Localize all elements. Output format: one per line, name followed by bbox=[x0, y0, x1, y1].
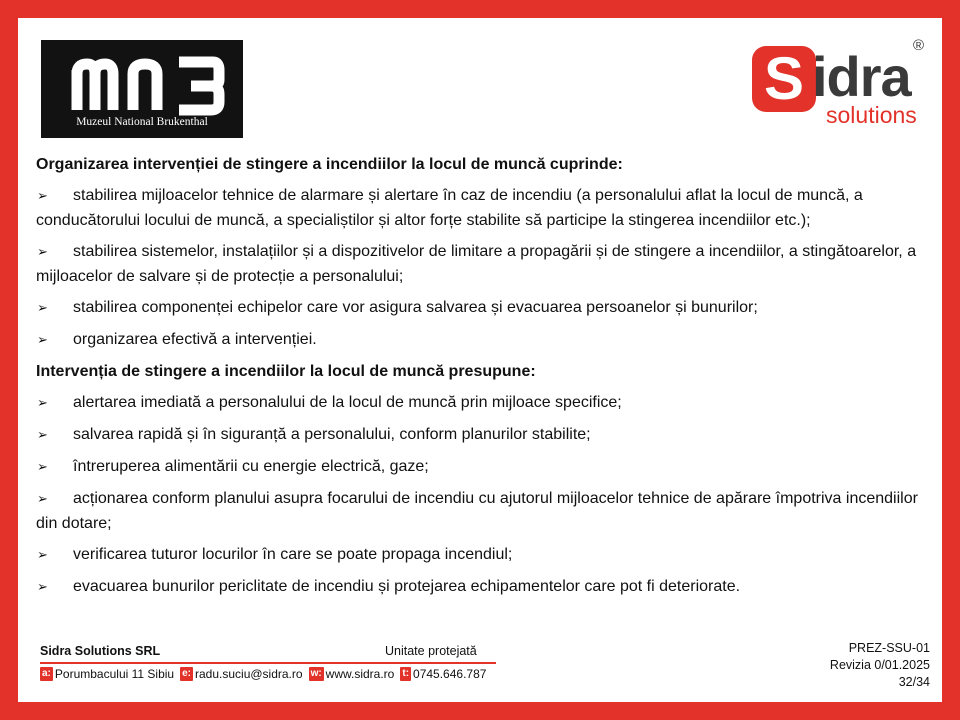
page-number: 32/34 bbox=[898, 675, 930, 689]
arrow-bullet-icon: ➢ bbox=[37, 333, 48, 348]
list-item bbox=[36, 391, 936, 416]
arrow-bullet-icon: ➢ bbox=[37, 460, 48, 475]
list-item-text: întreruperea alimentării cu energie electrică, gaze; bbox=[73, 458, 429, 475]
doc-revision: Revizia 0/01.2025 bbox=[829, 658, 930, 672]
list-item bbox=[36, 184, 936, 233]
arrow-bullet-icon: ➢ bbox=[37, 245, 48, 260]
list-item-text: evacuarea bunurilor periclitate de incendiu și protejarea echipamentelor care pot fi deteriorate. bbox=[73, 578, 741, 595]
footer-contacts bbox=[40, 667, 510, 681]
address-text: Porumbacului 11 Sibiu bbox=[54, 667, 175, 681]
email-icon: e: bbox=[182, 668, 191, 679]
sidra-subtitle: solutions bbox=[826, 102, 917, 128]
arrow-bullet-icon: ➢ bbox=[37, 301, 48, 316]
list-item bbox=[36, 487, 936, 536]
footer-doc-info bbox=[830, 640, 930, 691]
sidra-logo bbox=[748, 38, 948, 150]
phone-text: 0745.646.787 bbox=[413, 667, 487, 681]
list-item-text: stabilirea sistemelor, instalațiilor și a dispozitivelor de limitare a propagării și de stingere a incendiilor, a stingătoarelor, a mijloacelor de salvare și de protecție a personalului; bbox=[36, 243, 917, 285]
doc-code: PREZ-SSU-01 bbox=[848, 641, 930, 655]
contact-address bbox=[40, 667, 174, 681]
list-item-text: acționarea conform planului asupra focarului de incendiu cu ajutorul mijloacelor tehnice de apărare împotriva incendiilor din dotare; bbox=[36, 490, 918, 532]
sidra-letter: S bbox=[763, 45, 805, 112]
mnb-caption: Muzeul National Brukenthal bbox=[76, 116, 208, 128]
website-text: www.sidra.ro bbox=[325, 667, 395, 681]
list-item bbox=[36, 455, 936, 480]
arrow-bullet-icon: ➢ bbox=[37, 189, 48, 204]
mnb-logo bbox=[41, 40, 243, 138]
slide-content bbox=[36, 153, 936, 607]
arrow-bullet-icon: ➢ bbox=[37, 428, 48, 443]
contact-email bbox=[180, 667, 302, 681]
list-item-text: stabilirea componenței echipelor care vor asigura salvarea și evacuarea persoanelor și bunurilor; bbox=[73, 299, 758, 316]
list-item-text: alertarea imediată a personalului de la locul de muncă prin mijloace specifice; bbox=[73, 394, 622, 411]
footer-company: Sidra Solutions SRL bbox=[40, 644, 161, 658]
address-icon: a: bbox=[42, 668, 51, 679]
section-heading: Organizarea intervenției de stingere a incendiilor la locul de muncă cuprinde: bbox=[36, 156, 623, 173]
registered-icon: ® bbox=[913, 37, 925, 54]
list-item-text: verificarea tuturor locurilor în care se poate propaga incendiul; bbox=[73, 546, 513, 563]
list-item-text: organizarea efectivă a intervenției. bbox=[73, 331, 317, 348]
arrow-bullet-icon: ➢ bbox=[37, 396, 48, 411]
contact-website bbox=[309, 667, 395, 681]
footer-unit: Unitate protejată bbox=[385, 644, 477, 658]
arrow-bullet-icon: ➢ bbox=[37, 492, 48, 507]
website-icon: w: bbox=[310, 668, 322, 679]
phone-icon: t: bbox=[402, 668, 410, 679]
list-item bbox=[36, 575, 936, 600]
sidra-wordmark: idra bbox=[812, 45, 911, 108]
list-item-text: stabilirea mijloacelor tehnice de alarmare și alertare în caz de incendiu (a personalului aflat la locul de muncă, a conducătorului locului de muncă, a specialiștilor și altor forțe stabilite să participe la stingerea incendiilor etc.); bbox=[36, 187, 863, 229]
email-text: radu.suciu@sidra.ro bbox=[195, 667, 303, 681]
arrow-bullet-icon: ➢ bbox=[37, 548, 48, 563]
list-item bbox=[36, 328, 936, 353]
list-item bbox=[36, 296, 936, 321]
list-item-text: salvarea rapidă și în siguranță a personalului, conform planurilor stabilite; bbox=[73, 426, 591, 443]
footer-divider bbox=[40, 662, 496, 664]
contact-phone bbox=[400, 667, 486, 681]
list-item bbox=[36, 423, 936, 448]
arrow-bullet-icon: ➢ bbox=[37, 580, 48, 595]
list-item bbox=[36, 240, 936, 289]
section-heading: Intervenția de stingere a incendiilor la locul de muncă presupune: bbox=[36, 363, 536, 380]
list-item bbox=[36, 543, 936, 568]
